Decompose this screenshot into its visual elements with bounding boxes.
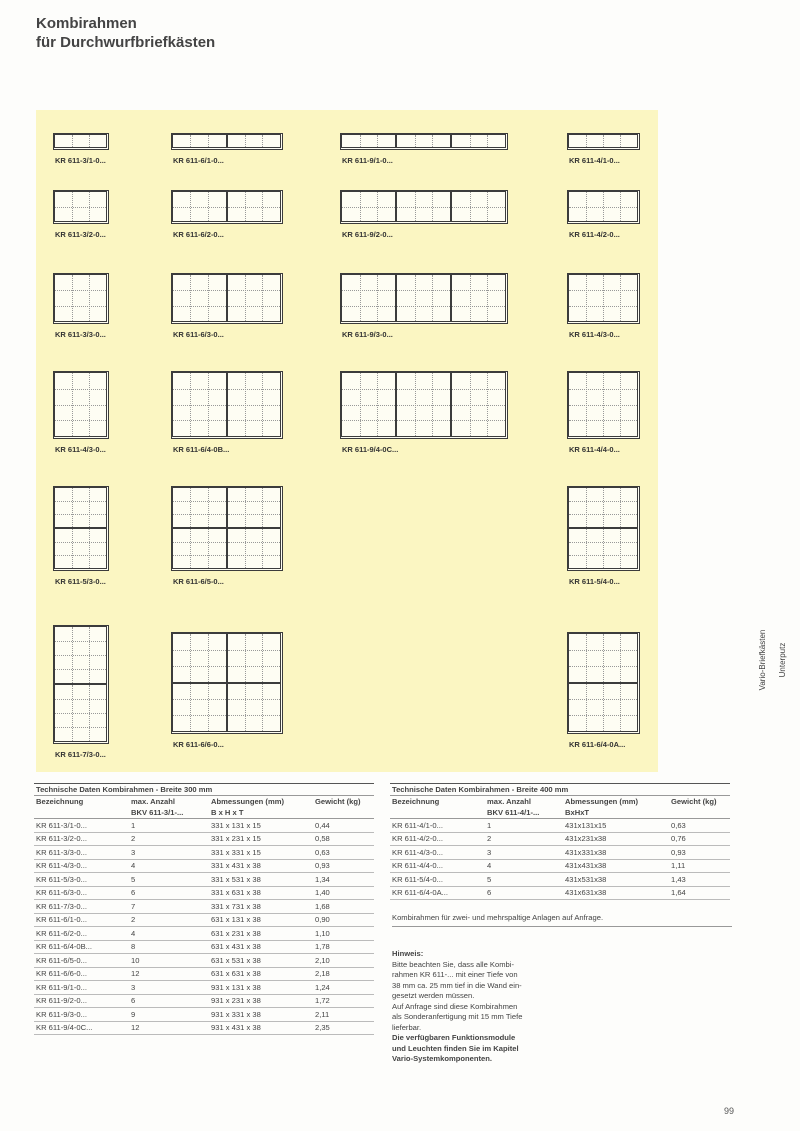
frame-cell [54,191,107,222]
table-cell: 0,58 [313,832,374,846]
frame-label: KR 611-6/3-0... [173,330,224,339]
frame-cell [451,372,506,437]
table-header: Gewicht (kg) [671,797,717,806]
table-cell: 631 x 631 x 38 [209,967,313,981]
table-cell: 2 [129,913,209,927]
table-cell: 2 [129,832,209,846]
hinweis-heading: Hinweis: [392,949,424,958]
table-row [34,846,374,860]
table-row [390,832,730,846]
table-row [390,873,730,887]
frame-cell [227,633,282,683]
table-header: Bezeichnung [392,797,440,806]
combi-frame [340,371,508,439]
table-row [34,967,374,981]
table-cell: KR 611-4/2-0... [390,832,485,846]
table-cell: 331 x 631 x 38 [209,886,313,900]
frame-label: KR 611-4/4-0... [569,445,620,454]
table-header: Abmessungen (mm) [565,797,638,806]
table-cell: 1,40 [313,886,374,900]
hinweis-bold-line: Vario-Systemkomponenten. [392,1054,493,1063]
frame-label: KR 611-9/3-0... [342,330,393,339]
combi-frame [171,133,283,150]
table-subheader: B x H x T [209,807,313,819]
table-cell: KR 611-3/1-0... [34,819,129,833]
hinweis-line: rahmen KR 611-... mit einer Tiefe von [392,970,518,979]
frame-label: KR 611-9/4-0C... [342,445,399,454]
table-cell: 431x231x38 [563,832,669,846]
hinweis-line: 38 mm ca. 25 mm tief in die Wand ein- [392,980,522,990]
frame-cell [568,528,638,569]
hinweis-block [392,949,592,1065]
table-cell: 331 x 431 x 38 [209,859,313,873]
table-cell: 0,93 [669,846,730,860]
table-cell: KR 611-6/4-0B... [34,940,129,954]
table-cell: 631 x 131 x 38 [209,913,313,927]
combi-frame [53,486,109,571]
table-cell: 931 x 331 x 38 [209,1008,313,1022]
frame-cell [172,528,227,569]
table-cell: 2,11 [313,1008,374,1022]
table-row [34,940,374,954]
table-cell: 0,93 [313,859,374,873]
table-400-caption: Technische Daten Kombirahmen - Breite 400 mm [390,784,730,796]
table-cell: 5 [485,873,563,887]
combi-frame [53,625,109,744]
table-cell: KR 611-6/2-0... [34,927,129,941]
title-line-1: Kombirahmen [36,15,137,32]
frame-cell [172,191,227,222]
combi-frame [567,273,640,324]
frame-cell [568,191,638,222]
table-cell: 6 [485,886,563,900]
table-cell: 431x631x38 [563,886,669,900]
combi-frame [53,371,109,439]
frame-cell [451,134,506,148]
frame-label: KR 611-6/1-0... [173,156,224,165]
frame-cell [54,528,107,569]
table-cell: 431x531x38 [563,873,669,887]
table-cell: 1 [485,819,563,833]
frames-panel [36,110,658,772]
table-row [34,819,374,833]
side-label-line-1: Vario-Briefkästen [758,629,767,691]
table-row [34,981,374,995]
frame-label: KR 611-9/2-0... [342,230,393,239]
table-row [34,913,374,927]
table-cell: 331 x 231 x 15 [209,832,313,846]
combi-frame [340,273,508,324]
table-cell: 0,76 [669,832,730,846]
table-400-footnote: Kombirahmen für zwei- und mehrspaltige Anlagen auf Anfrage. [392,913,732,927]
table-cell: 3 [129,846,209,860]
table-cell: 931 x 131 x 38 [209,981,313,995]
table-cell: KR 611-4/3-0... [390,846,485,860]
table-cell: 4 [485,859,563,873]
table-cell: 12 [129,967,209,981]
frame-cell [227,528,282,569]
frame-cell [341,134,396,148]
frame-label: KR 611-4/2-0... [569,230,620,239]
table-cell: KR 611-6/6-0... [34,967,129,981]
frame-cell [451,274,506,322]
table-cell: 1,24 [313,981,374,995]
table-cell: 1,10 [313,927,374,941]
table-header: max. Anzahl [131,797,176,806]
combi-frame [171,371,283,439]
table-cell: 331 x 131 x 15 [209,819,313,833]
frame-cell [227,191,282,222]
frame-cell [396,191,451,222]
table-cell: 1,78 [313,940,374,954]
table-row [34,886,374,900]
table-row [34,859,374,873]
frame-label: KR 611-6/6-0... [173,740,224,749]
table-cell: 3 [485,846,563,860]
combi-frame [340,190,508,224]
table-subheader: BxHxT [563,807,669,819]
table-cell: 0,63 [313,846,374,860]
table-cell: 8 [129,940,209,954]
table-cell: 1,11 [669,859,730,873]
table-cell: 331 x 331 x 15 [209,846,313,860]
table-cell: KR 611-6/1-0... [34,913,129,927]
frame-label: KR 611-6/2-0... [173,230,224,239]
table-cell: KR 611-4/1-0... [390,819,485,833]
combi-frame [53,273,109,324]
hinweis-line: als Sonderanfertigung mit 15 mm Tiefe [392,1012,523,1021]
table-cell: 4 [129,859,209,873]
table-row [34,1008,374,1022]
table-cell: KR 611-3/3-0... [34,846,129,860]
frame-cell [172,134,227,148]
frame-cell [227,372,282,437]
frame-cell [568,274,638,322]
frame-cell [568,487,638,528]
table-cell: 12 [129,1021,209,1035]
table-cell: 2 [485,832,563,846]
table-cell: KR 611-9/2-0... [34,994,129,1008]
table-row [390,886,730,900]
frame-label: KR 611-9/1-0... [342,156,393,165]
frame-cell [54,134,107,148]
frame-cell [396,274,451,322]
table-cell: 6 [129,994,209,1008]
table-cell: KR 611-6/3-0... [34,886,129,900]
table-400 [390,783,730,900]
table-row [34,832,374,846]
combi-frame [340,133,508,150]
table-cell: 0,90 [313,913,374,927]
table-cell: KR 611-9/3-0... [34,1008,129,1022]
frame-cell [54,684,107,742]
hinweis-bold-line: Die verfügbaren Funktionsmodule [392,1033,516,1042]
frame-cell [227,274,282,322]
table-row [34,873,374,887]
table-header: Gewicht (kg) [315,797,361,806]
frame-cell [172,274,227,322]
table-cell: 931 x 431 x 38 [209,1021,313,1035]
frame-cell [568,372,638,437]
frame-cell [172,633,227,683]
table-row [34,954,374,968]
table-cell: 2,18 [313,967,374,981]
table-cell: 10 [129,954,209,968]
frame-label: KR 611-4/3-0... [55,445,106,454]
table-cell: 931 x 231 x 38 [209,994,313,1008]
frame-cell [568,633,638,683]
frame-label: KR 611-4/3-0... [569,330,620,339]
table-cell: KR 611-5/3-0... [34,873,129,887]
frame-cell [54,487,107,528]
side-label [758,615,788,705]
table-cell: 3 [129,981,209,995]
combi-frame [567,371,640,439]
title-line-2: für Durchwurfbriefkästen [36,34,216,51]
table-cell: 0,63 [669,819,730,833]
table-cell: 331 x 531 x 38 [209,873,313,887]
table-300-caption: Technische Daten Kombirahmen - Breite 300 mm [34,784,374,796]
table-row [390,859,730,873]
frame-label: KR 611-3/2-0... [55,230,106,239]
table-cell: KR 611-7/3-0... [34,900,129,914]
combi-frame [171,273,283,324]
combi-frame [567,486,640,571]
table-row [34,1021,374,1035]
table-cell: KR 611-5/4-0... [390,873,485,887]
frame-cell [451,191,506,222]
frame-cell [568,134,638,148]
hinweis-bold-line: und Leuchten finden Sie im Kapitel [392,1043,519,1053]
frame-cell [341,274,396,322]
hinweis-line: gesetzt werden müssen. [392,991,475,1000]
table-cell: 431x131x15 [563,819,669,833]
combi-frame [53,190,109,224]
table-cell: 2,10 [313,954,374,968]
table-cell: 331 x 731 x 38 [209,900,313,914]
table-row [390,846,730,860]
table-cell: 431x431x38 [563,859,669,873]
table-cell: KR 611-6/4-0A... [390,886,485,900]
table-cell: 0,44 [313,819,374,833]
frame-label: KR 611-5/4-0... [569,577,620,586]
combi-frame [567,632,640,734]
frame-cell [568,683,638,733]
frame-cell [172,487,227,528]
combi-frame [53,133,109,150]
hinweis-line: Auf Anfrage sind diese Kombirahmen [392,1001,518,1011]
combi-frame [171,190,283,224]
table-header: max. Anzahl [487,797,532,806]
frame-cell [341,372,396,437]
table-cell: 1,72 [313,994,374,1008]
table-cell: 7 [129,900,209,914]
table-300 [34,783,374,1035]
table-cell: 6 [129,886,209,900]
table-cell: 631 x 431 x 38 [209,940,313,954]
combi-frame [171,486,283,571]
frame-label: KR 611-3/1-0... [55,156,106,165]
table-cell: 2,35 [313,1021,374,1035]
combi-frame [567,133,640,150]
table-cell: KR 611-4/3-0... [34,859,129,873]
frame-label: KR 611-7/3-0... [55,750,106,759]
frame-cell [227,134,282,148]
hinweis-line: Bitte beachten Sie, dass alle Kombi- [392,959,514,969]
table-cell: 1 [129,819,209,833]
frame-label: KR 611-5/3-0... [55,577,106,586]
frame-cell [54,626,107,684]
frame-cell [396,372,451,437]
table-cell: 1,68 [313,900,374,914]
frame-cell [396,134,451,148]
table-cell: KR 611-9/4-0C... [34,1021,129,1035]
side-label-line-2: Unterputz [778,642,787,678]
table-row [34,927,374,941]
table-cell: 9 [129,1008,209,1022]
table-cell: KR 611-4/4-0... [390,859,485,873]
table-cell: 5 [129,873,209,887]
table-cell: 4 [129,927,209,941]
table-cell: 1,43 [669,873,730,887]
frame-cell [172,683,227,733]
frame-label: KR 611-3/3-0... [55,330,106,339]
table-subheader: BKV 611-4/1-... [485,807,563,819]
frame-cell [54,274,107,322]
table-cell: 431x331x38 [563,846,669,860]
table-cell: 1,64 [669,886,730,900]
table-header: Abmessungen (mm) [211,797,284,806]
combi-frame [171,632,283,734]
table-header: Bezeichnung [36,797,84,806]
frame-label: KR 611-4/1-0... [569,156,620,165]
table-cell: KR 611-3/2-0... [34,832,129,846]
table-cell: 631 x 231 x 38 [209,927,313,941]
frame-label: KR 611-6/4-0B... [173,445,230,454]
frame-cell [227,487,282,528]
table-cell: 1,34 [313,873,374,887]
table-subheader: BKV 611-3/1-... [129,807,209,819]
table-cell: KR 611-6/5-0... [34,954,129,968]
table-row [34,994,374,1008]
frame-label: KR 611-6/5-0... [173,577,224,586]
hinweis-line: lieferbar. [392,1022,422,1032]
frame-cell [54,372,107,437]
page-title [36,14,215,52]
table-cell: 631 x 531 x 38 [209,954,313,968]
frame-cell [227,683,282,733]
table-row [34,900,374,914]
table-row [390,819,730,833]
table-cell: KR 611-9/1-0... [34,981,129,995]
frame-label: KR 611-6/4-0A... [569,740,626,749]
frame-cell [172,372,227,437]
combi-frame [567,190,640,224]
frame-cell [341,191,396,222]
page-number: 99 [724,1106,735,1116]
